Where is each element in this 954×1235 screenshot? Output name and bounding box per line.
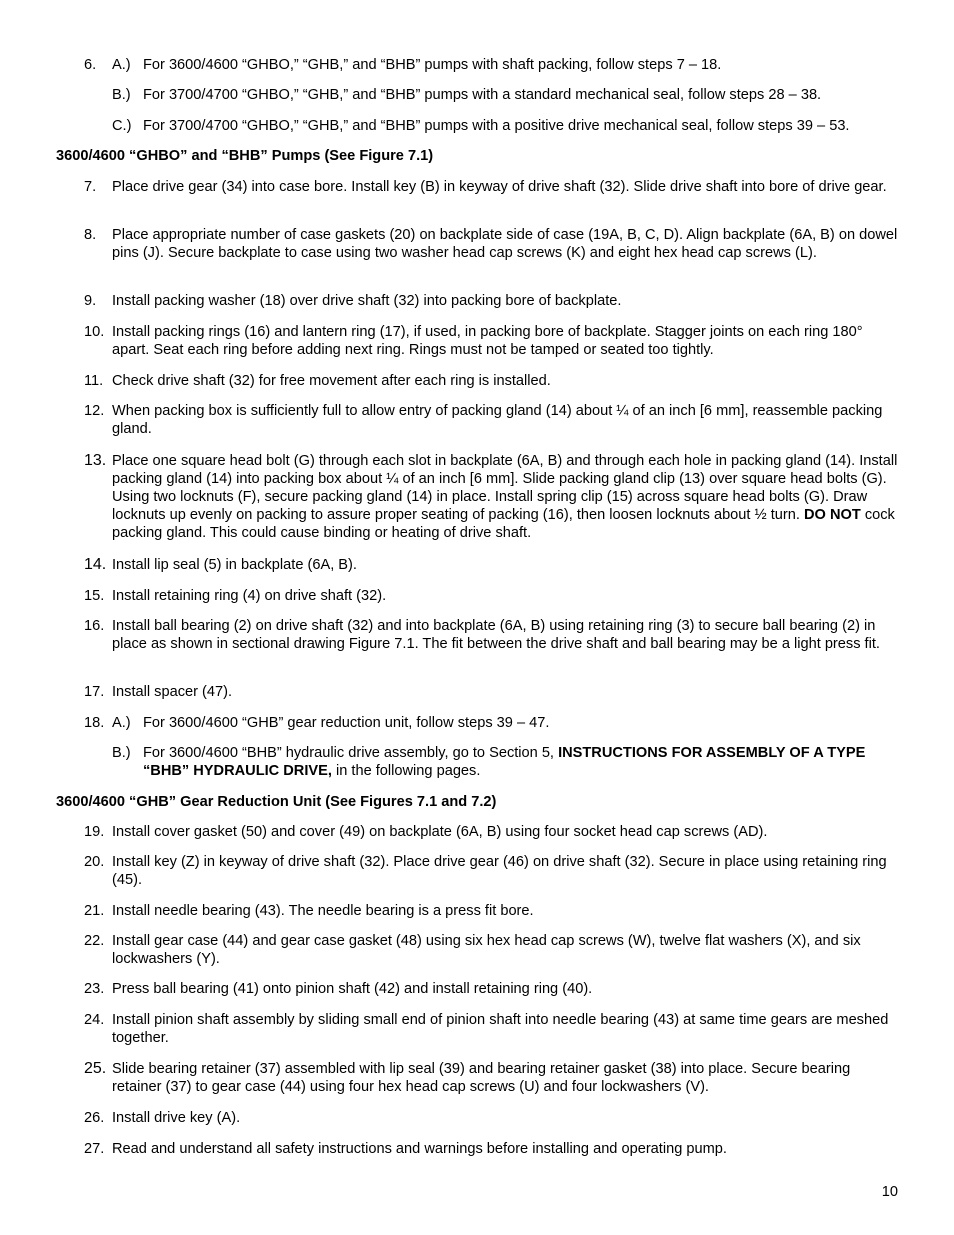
step-7 bbox=[84, 178, 898, 196]
step-22 bbox=[84, 932, 898, 968]
step-14 bbox=[84, 556, 898, 574]
step-text: Install key (Z) in keyway of drive shaft (32). Place drive gear (46) on drive shaft (32). Secure in place using retaining ring (45). bbox=[112, 854, 887, 888]
step-number: 25. bbox=[84, 1060, 107, 1077]
step-number: 8. bbox=[84, 227, 97, 243]
step-10 bbox=[84, 323, 898, 359]
step-number: 21. bbox=[84, 903, 105, 919]
step-text: Install lip seal (5) in backplate (6A, B). bbox=[112, 557, 357, 573]
step-number: 17. bbox=[84, 684, 105, 700]
step-text: Press ball bearing (41) onto pinion shaft (42) and install retaining ring (40). bbox=[112, 981, 593, 997]
step-text: Slide bearing retainer (37) assembled with lip seal (39) and bearing retainer gasket (38) into place. Secure bearing retainer (37) to gear case (44) using four hex head cap screws (U) and four lockwashers (V). bbox=[112, 1061, 851, 1095]
option-label: B.) bbox=[112, 745, 131, 761]
step-number: 26. bbox=[84, 1110, 105, 1126]
step-number: 27. bbox=[84, 1141, 105, 1157]
option-text: For 3600/4600 “GHB” gear reduction unit, follow steps 39 – 47. bbox=[143, 715, 550, 731]
option-text bbox=[143, 744, 898, 780]
step-text: Install packing rings (16) and lantern ring (17), if used, in packing bore of backplate. Stagger joints on each ring 180° apart. Seat each ring before adding next ring. Rings must not be tamped or seated too tightly. bbox=[112, 324, 863, 358]
step-text: Install spacer (47). bbox=[112, 684, 233, 700]
step-number: 24. bbox=[84, 1012, 105, 1028]
step-text: Read and understand all safety instructions and warnings before installing and operating pump. bbox=[112, 1141, 727, 1157]
step-number: 13. bbox=[84, 452, 107, 469]
step-number: 9. bbox=[84, 293, 97, 309]
emphasis: DO NOT bbox=[804, 507, 861, 523]
step-text: Install ball bearing (2) on drive shaft (32) and into backplate (6A, B) using retaining ring (3) to secure ball bearing (2) in place as shown in sectional drawing Figure 7.1. The fit between the drive shaft and ball bearing may be a light press fit. bbox=[112, 618, 880, 652]
step-16 bbox=[84, 617, 898, 653]
step-text-main: Place one square head bolt (G) through each slot in backplate (6A, B) and through each hole in packing gland (14). Install packing gland (14) into packing box about ¼ of an inch [6 mm]. Slide packing gland clip (13) over square head bolts (G). Using two locknuts (F), secure packing gland (14) in place. Install spring clip (15) across square head bolts (G). Draw locknuts up evenly on packing to assure proper seating of packing (16), then loosen locknuts about ½ turn. bbox=[112, 453, 898, 523]
step-number: 14. bbox=[84, 556, 107, 573]
step-24 bbox=[84, 1011, 898, 1047]
step-number: 16. bbox=[84, 618, 105, 634]
step-13 bbox=[84, 452, 898, 542]
step-18-option-a bbox=[112, 714, 898, 732]
option-text: For 3700/4700 “GHBO,” “GHB,” and “BHB” pumps with a positive drive mechanical seal, follow steps 39 – 53. bbox=[143, 118, 850, 134]
step-number: 20. bbox=[84, 854, 105, 870]
step-text bbox=[112, 452, 898, 542]
section-heading: 3600/4600 “GHB” Gear Reduction Unit (See Figures 7.1 and 7.2) bbox=[56, 794, 497, 810]
step-text-tail: cock packing gland. This could cause binding or heating of drive shaft. bbox=[112, 507, 895, 541]
page-number: 10 bbox=[881, 1184, 898, 1200]
option-text-tail: in the following pages. bbox=[335, 763, 481, 779]
step-18-option-b bbox=[112, 744, 898, 780]
step-number: 23. bbox=[84, 981, 105, 997]
section-heading: 3600/4600 “GHBO” and “BHB” Pumps (See Figure 7.1) bbox=[56, 148, 434, 164]
step-text: Install retaining ring (4) on drive shaft (32). bbox=[112, 588, 387, 604]
step-number: 18. bbox=[84, 715, 105, 731]
step-text: Install gear case (44) and gear case gasket (48) using six hex head cap screws (W), twelve flat washers (X), and six lockwashers (Y). bbox=[112, 933, 861, 967]
step-text: Install cover gasket (50) and cover (49) on backplate (6A, B) using four socket head cap screws (AD). bbox=[112, 824, 768, 840]
step-number: 12. bbox=[84, 403, 105, 419]
step-number: 7. bbox=[84, 179, 97, 195]
step-6-option-c bbox=[112, 117, 912, 135]
step-text: Check drive shaft (32) for free movement after each ring is installed. bbox=[112, 373, 551, 389]
step-6-option-a bbox=[112, 56, 912, 74]
step-6-option-b bbox=[112, 86, 912, 104]
step-number: 19. bbox=[84, 824, 105, 840]
step-8 bbox=[84, 226, 898, 262]
step-text: Install packing washer (18) over drive shaft (32) into packing bore of backplate. bbox=[112, 293, 622, 309]
step-19 bbox=[84, 823, 898, 841]
step-23 bbox=[84, 980, 898, 998]
option-text: For 3700/4700 “GHBO,” “GHB,” and “BHB” pumps with a standard mechanical seal, follow steps 28 – 38. bbox=[143, 87, 822, 103]
step-number: 15. bbox=[84, 588, 105, 604]
option-label: B.) bbox=[112, 87, 131, 103]
step-12 bbox=[84, 402, 898, 438]
step-25 bbox=[84, 1060, 898, 1096]
step-26 bbox=[84, 1109, 898, 1127]
step-number: 11. bbox=[84, 373, 104, 389]
step-17 bbox=[84, 683, 898, 701]
step-20 bbox=[84, 853, 898, 889]
step-number: 6. bbox=[84, 57, 97, 73]
option-label: A.) bbox=[112, 715, 131, 731]
step-text: Place appropriate number of case gaskets (20) on backplate side of case (19A, B, C, D). Align backplate (6A, B) on dowel pins (J). Secure backplate to case using two washer head cap screws (K) and eight hex head cap screws (L). bbox=[112, 227, 898, 261]
step-15 bbox=[84, 587, 898, 605]
step-11 bbox=[84, 372, 898, 390]
option-text-main: For 3600/4600 “BHB” hydraulic drive assembly, go to Section 5, bbox=[143, 745, 554, 761]
step-text: Install drive key (A). bbox=[112, 1110, 241, 1126]
step-number: 22. bbox=[84, 933, 105, 949]
step-number: 10. bbox=[84, 324, 105, 340]
step-9 bbox=[84, 292, 898, 310]
step-27 bbox=[84, 1140, 898, 1158]
step-text: Install pinion shaft assembly by sliding small end of pinion shaft into needle bearing (43) at same time gears are meshed together. bbox=[112, 1012, 889, 1046]
step-text: Install needle bearing (43). The needle bearing is a press fit bore. bbox=[112, 903, 534, 919]
step-21 bbox=[84, 902, 898, 920]
option-text: For 3600/4600 “GHBO,” “GHB,” and “BHB” pumps with shaft packing, follow steps 7 – 18. bbox=[143, 57, 722, 73]
option-label: A.) bbox=[112, 57, 131, 73]
step-text: Place drive gear (34) into case bore. Install key (B) in keyway of drive shaft (32). Slide drive shaft into bore of drive gear. bbox=[112, 179, 887, 195]
option-label: C.) bbox=[112, 118, 132, 134]
step-text: When packing box is sufficiently full to allow entry of packing gland (14) about ¼ of an inch [6 mm], reassemble packing gland. bbox=[112, 403, 883, 437]
emphasis: INSTRUCTIONS FOR ASSEMBLY OF A TYPE “BHB” HYDRAULIC DRIVE, bbox=[143, 745, 866, 779]
